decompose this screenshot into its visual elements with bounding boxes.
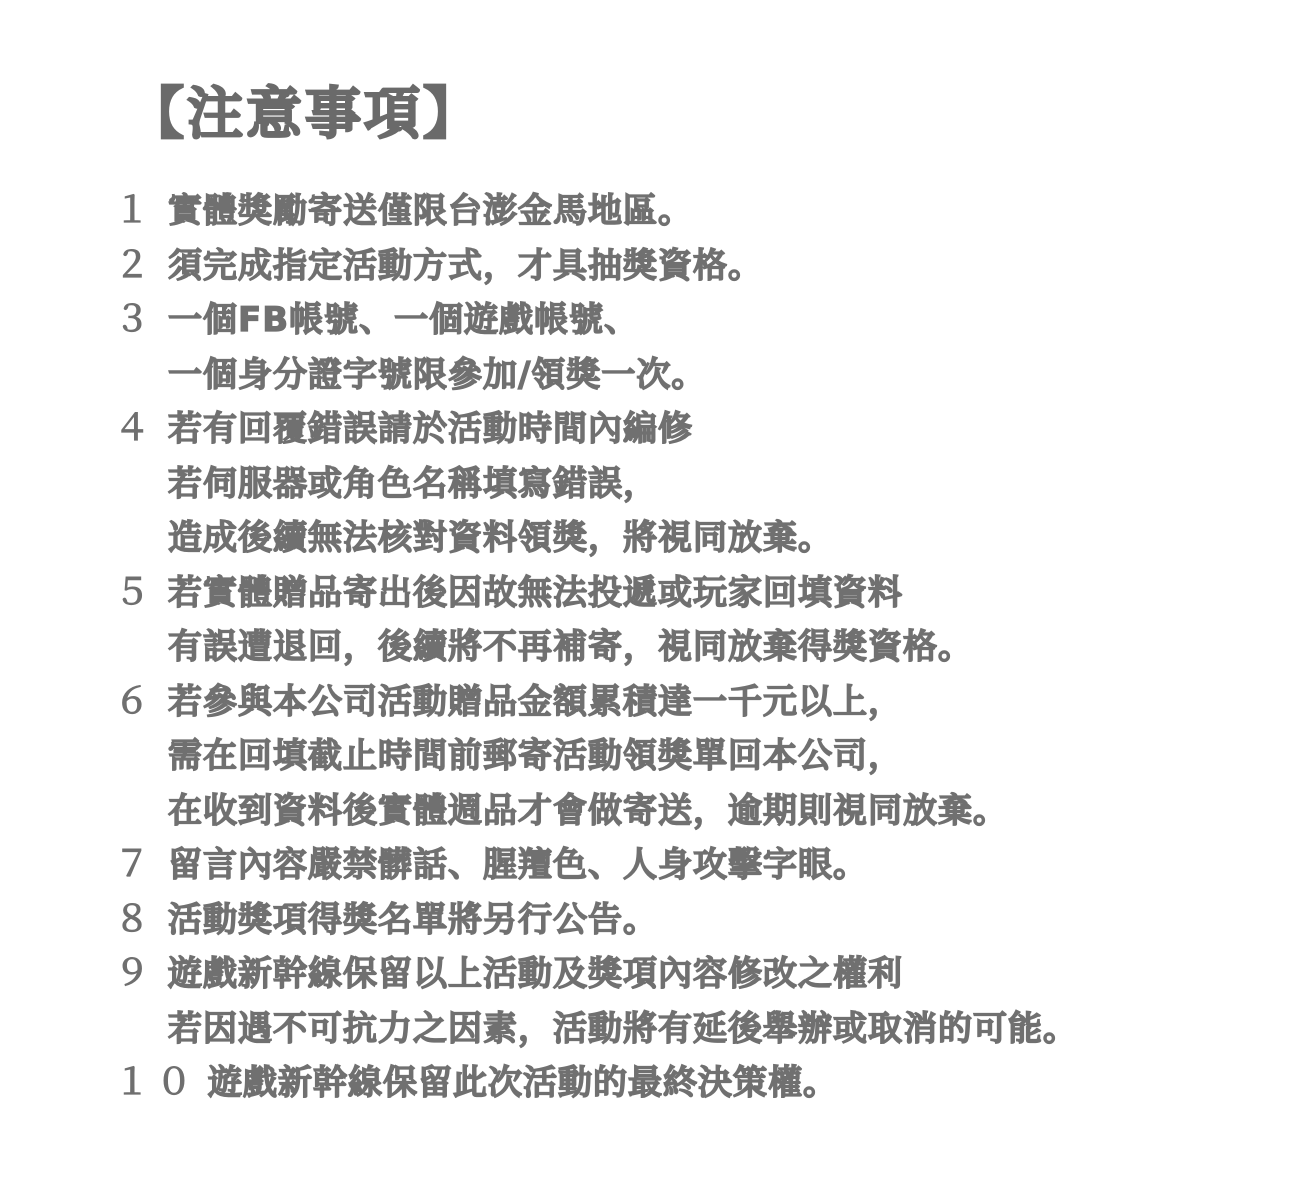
item-text: 若有回覆錯誤請於活動時間內編修 <box>168 409 693 449</box>
item-number: ８ <box>114 898 151 940</box>
item-text: 若伺服器或角色名稱填寫錯誤， <box>168 463 658 504</box>
list-item <box>110 947 1290 1056</box>
item-number: ４ <box>114 408 151 449</box>
list-item <box>110 893 1290 948</box>
item-text: 須完成指定活動方式，才具抽獎資格。 <box>168 245 763 286</box>
notice-list <box>110 184 1290 1111</box>
list-item <box>110 402 1290 566</box>
item-number: ５ <box>114 571 151 613</box>
item-text: 遊戲新幹線保留此次活動的最終決策權。 <box>208 1063 838 1103</box>
list-item <box>110 293 1290 402</box>
title-text: 注意事項 <box>187 82 423 147</box>
item-text: 遊戲新幹線保留以上活動及獎項內容修改之權利 <box>168 954 903 994</box>
item-text: 造成後續無法核對資料領獎，將視同放棄。 <box>168 518 833 558</box>
list-item <box>110 184 1290 239</box>
item-text: 若參與本公司活動贈品金額累積達一千元以上， <box>168 681 903 722</box>
title-close-bracket: 】 <box>423 82 482 147</box>
item-text: 有誤遭退回，後續將不再補寄，視同放棄得獎資格。 <box>168 627 973 667</box>
item-text: 需在回填截止時間前郵寄活動領獎單回本公司， <box>168 736 903 776</box>
item-text: 活動獎項得獎名單將另行公告。 <box>168 899 658 940</box>
item-number: ６ <box>114 680 151 722</box>
item-text: 若因遇不可抗力之因素，活動將有延後舉辦或取消的可能。 <box>168 1008 1078 1049</box>
item-text: 一個FB帳號、一個遊戲帳號、 <box>168 300 640 340</box>
item-text: 實體獎勵寄送僅限台澎金馬地區。 <box>168 191 693 231</box>
item-number: ９ <box>114 953 151 994</box>
item-text: 一個身分證字號限參加/領獎一次。 <box>168 354 707 395</box>
item-text: 若實體贈品寄出後因故無法投遞或玩家回填資料 <box>168 572 903 613</box>
list-item <box>110 675 1290 839</box>
list-item <box>110 239 1290 294</box>
title-open-bracket: 【 <box>128 82 187 147</box>
item-number: ２ <box>114 244 151 286</box>
item-number: １ <box>114 190 151 231</box>
item-number: １０ <box>114 1062 199 1103</box>
item-text: 在收到資料後實體週品才會做寄送，逾期則視同放棄。 <box>168 790 1008 831</box>
item-number: ７ <box>114 844 151 885</box>
item-text: 留言內容嚴禁髒話、腥羶色、人身攻擊字眼。 <box>168 845 868 885</box>
list-item <box>110 838 1290 893</box>
list-item <box>110 566 1290 675</box>
list-item <box>110 1056 1290 1111</box>
item-number: ３ <box>114 299 151 340</box>
notice-title <box>128 74 482 146</box>
